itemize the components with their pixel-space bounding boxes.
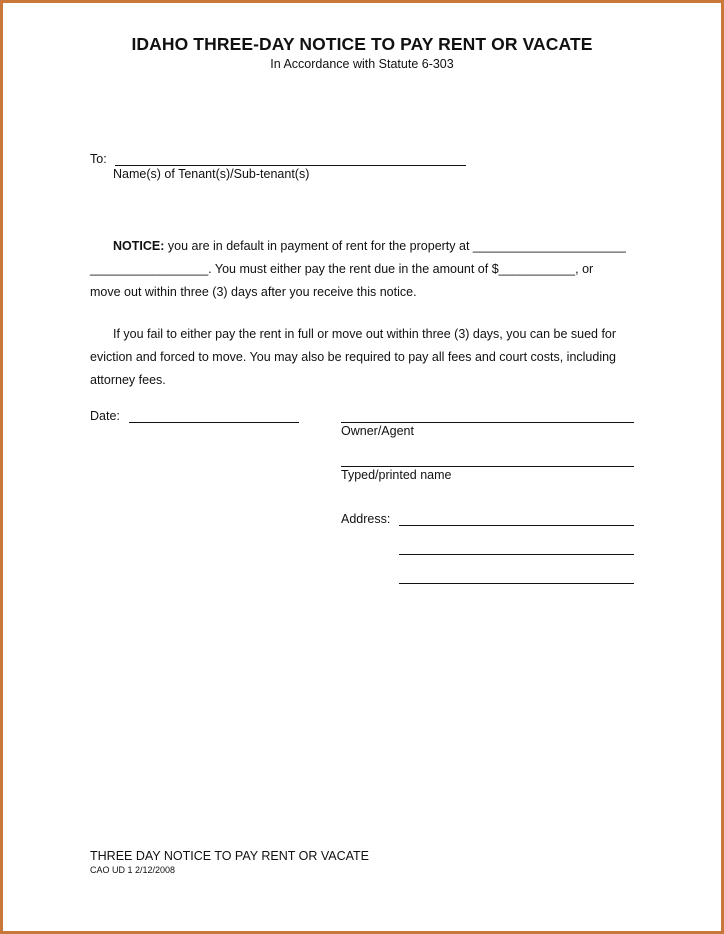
printed-caption: Typed/printed name [341, 468, 452, 482]
address-label: Address: [341, 512, 391, 526]
paragraph-2-line-2: eviction and forced to move. You may also be required to pay all fees and court costs, including [90, 350, 617, 364]
document-title: IDAHO THREE-DAY NOTICE TO PAY RENT OR VACATE [131, 34, 593, 54]
paragraph-2-line-3: attorney fees. [90, 373, 166, 387]
notice-line-1-text: you are in default in payment of rent for the property at ______________________ [164, 239, 626, 253]
address-line-3[interactable] [399, 583, 634, 584]
address-line-1[interactable] [399, 525, 634, 526]
document-subtitle: In Accordance with Statute 6-303 [270, 57, 454, 71]
address-line-2[interactable] [399, 554, 634, 555]
to-label: To: [90, 152, 107, 166]
printed-name-line[interactable] [341, 466, 634, 467]
date-label: Date: [90, 409, 120, 423]
paragraph-2-line-1: If you fail to either pay the rent in full or move out within three (3) days, you can be sued for [113, 327, 617, 341]
notice-lead: NOTICE: [113, 239, 165, 253]
footer-code: CAO UD 1 2/12/2008 [90, 865, 176, 875]
tenant-name-line[interactable] [115, 165, 466, 166]
notice-line-1 [113, 235, 626, 258]
notice-line-2: _________________. You must either pay the rent due in the amount of $___________, or [90, 262, 594, 276]
owner-caption: Owner/Agent [341, 424, 414, 438]
tenant-caption: Name(s) of Tenant(s)/Sub-tenant(s) [113, 167, 310, 181]
footer-title: THREE DAY NOTICE TO PAY RENT OR VACATE [90, 849, 369, 863]
owner-signature-line[interactable] [341, 422, 634, 423]
date-line[interactable] [129, 422, 299, 423]
notice-line-3: move out within three (3) days after you receive this notice. [90, 285, 417, 299]
